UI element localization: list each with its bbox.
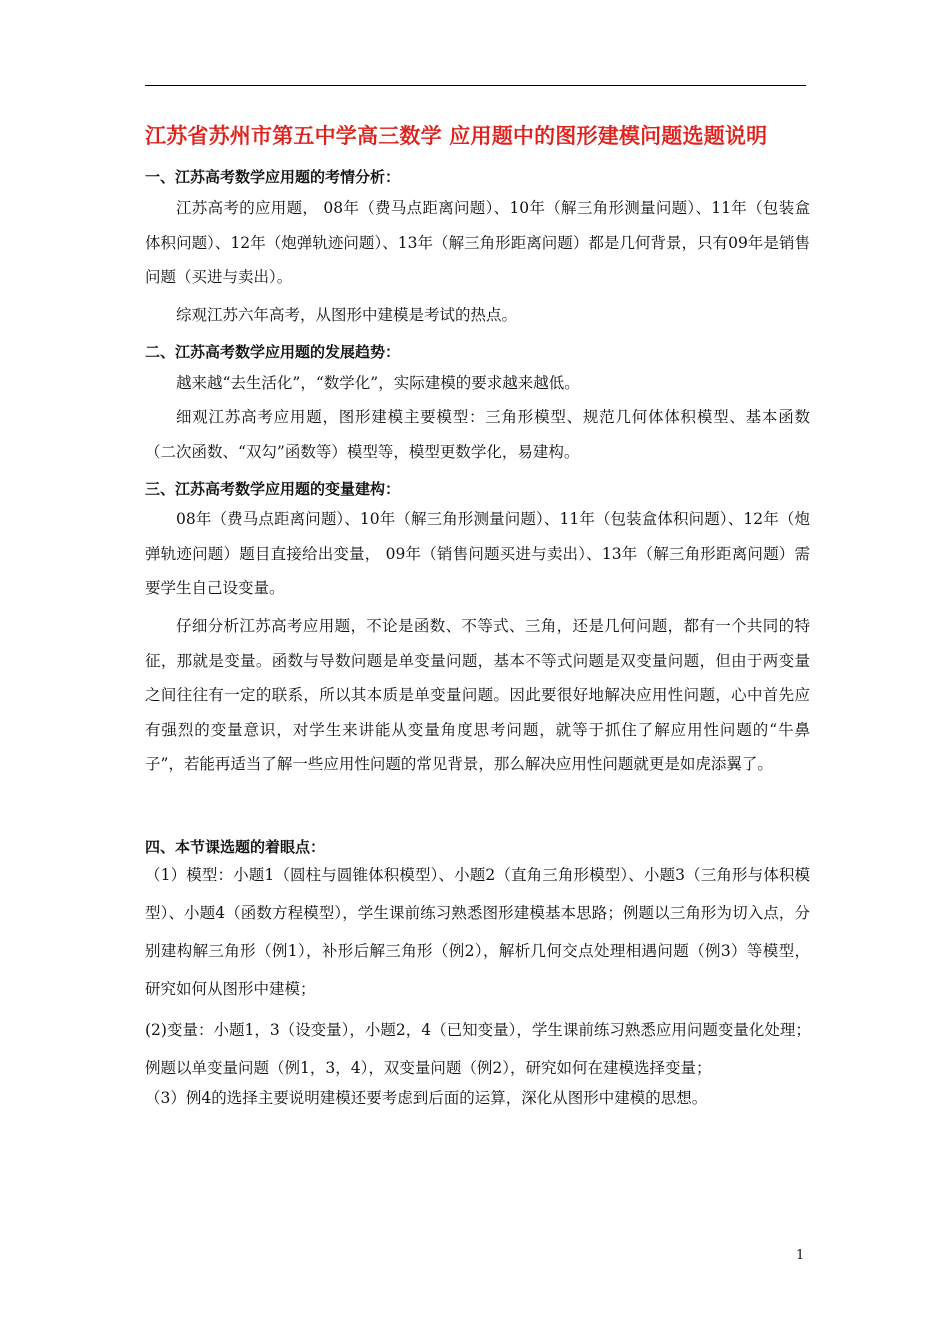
section-1-paragraph-1: 江苏高考的应用题， 08年（费马点距离问题）、10年（解三角形测量问题）、11年（包装盒体积问题）、12年（炮弹轨迹问题）、13年（解三角形距离问题）都是几何背景，只有09年是销售问题（买进与卖出）。 bbox=[145, 199, 810, 286]
document-title: 江苏省苏州市第五中学高三数学 应用题中的图形建模问题选题说明 bbox=[145, 123, 768, 148]
section-heading-4: 四、本节课选题的着眼点： bbox=[145, 838, 326, 856]
header-rule bbox=[145, 85, 806, 86]
section-4-item-1: （1）模型：小题1（圆柱与圆锥体积模型）、小题2（直角三角形模型）、小题3（三角形与体积模型）、小题4（函数方程模型），学生课前练习熟悉图形建模基本思路；例题以三角形为切入点，分别建构解三角形（例1），补形后解三角形（例2），解析几何交点处理相遇问题（例3）等模型，研究如何从图形中建模； bbox=[145, 866, 810, 998]
section-3-paragraph-1: 08年（费马点距离问题）、10年（解三角形测量问题）、11年（包装盒体积问题）、12年（炮弹轨迹问题）题目直接给出变量， 09年（销售问题买进与卖出）、13年（解三角形距离问题）需要学生自己设变量。 bbox=[145, 510, 810, 597]
section-4-item-3: （3）例4的选择主要说明建模还要考虑到后面的运算，深化从图形中建模的思想。 bbox=[145, 1089, 708, 1107]
section-2-paragraph-2: 细观江苏高考应用题，图形建模主要模型：三角形模型、规范几何体体积模型、基本函数（二次函数、“双勾”函数等）模型等，模型更数学化，易建构。 bbox=[145, 408, 810, 461]
section-1-paragraph-2: 综观江苏六年高考，从图形中建模是考试的热点。 bbox=[176, 306, 518, 324]
section-heading-1: 一、江苏高考数学应用题的考情分析： bbox=[145, 168, 401, 186]
section-heading-3: 三、江苏高考数学应用题的变量建构： bbox=[145, 480, 401, 498]
section-4-item-2: (2)变量：小题1，3（设变量），小题2，4（已知变量），学生课前练习熟悉应用问题变量化处理； bbox=[145, 1021, 811, 1039]
section-2-paragraph-1: 越来越“去生活化”，“数学化”，实际建模的要求越来越低。 bbox=[176, 374, 580, 392]
section-3-paragraph-2: 仔细分析江苏高考应用题，不论是函数、不等式、三角，还是几何问题，都有一个共同的特征，那就是变量。函数与导数问题是单变量问题，基本不等式问题是双变量问题，但由于两变量之间往往有一定的联系，所以其本质是单变量问题。因此要很好地解决应用性问题，心中首先应有强烈的变量意识，对学生来讲能从变量角度思考问题，就等于抓住了解应用性问题的“牛鼻子”，若能再适当了解一些应用性问题的常见背景，那么解决应用性问题就更是如虎添翼了。 bbox=[145, 617, 810, 773]
section-heading-2: 二、江苏高考数学应用题的发展趋势： bbox=[145, 343, 401, 361]
section-4-item-2-continued: 例题以单变量问题（例1，3，4），双变量问题（例2），研究如何在建模选择变量； bbox=[145, 1059, 712, 1077]
page-number: 1 bbox=[796, 1248, 805, 1263]
